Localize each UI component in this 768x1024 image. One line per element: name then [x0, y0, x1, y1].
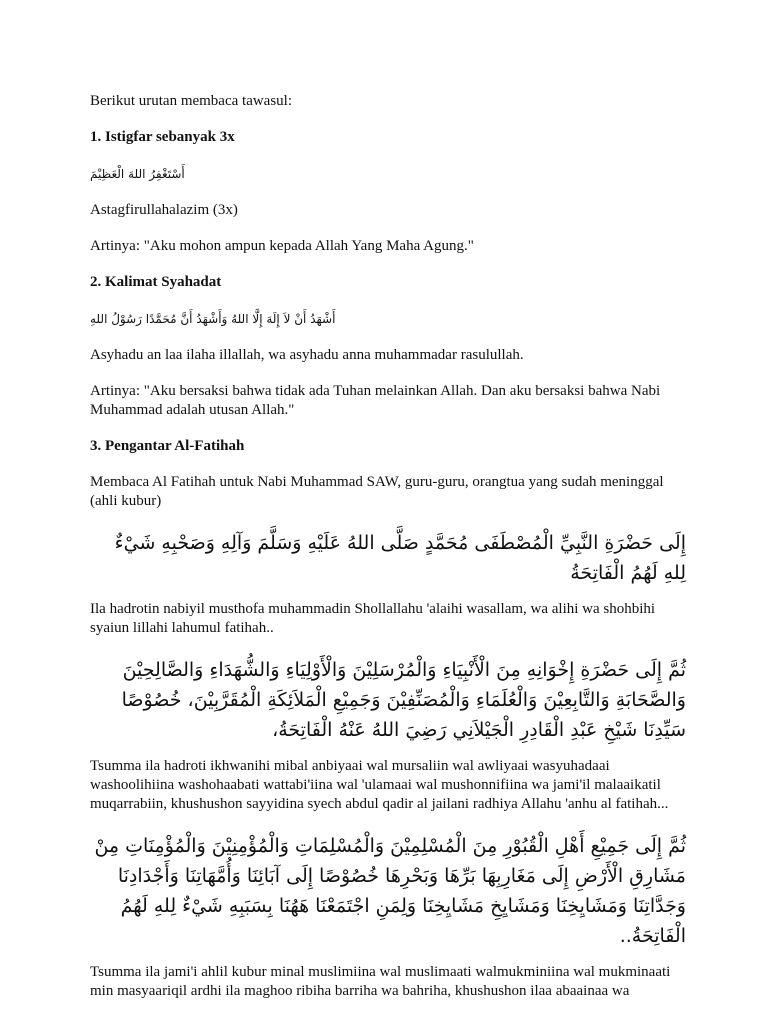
section-3-latin-2: Tsumma ila hadroti ikhwanihi mibal anbiyaai wal mursaliin wal awliyaai wasyuhadaai washoolihiina washohaabati wattabi'iina wal 'ulamaai wal mushonnifiina wa jami'il malaaikatil muqarrabiin, khushushon sayyidina syech abdul qadir al jailani radhiya Allahu 'anhu al fatihah...	[90, 758, 669, 812]
section-2-meaning: Artinya: "Aku bersaksi bahwa tidak ada Tuhan melainkan Allah. Dan aku bersaksi bahwa Nabi Muhammad adalah utusan Allah."	[90, 383, 661, 418]
section-3-description: Membaca Al Fatihah untuk Nabi Muhammad SAW, guru-guru, orangtua yang sudah meninggal (ahli kubur)	[90, 474, 664, 509]
section-3-latin-3: Tsumma ila jami'i ahlil kubur minal muslimiina wal muslimaati walmukminiina wal mukminaati min masyaariqil ardhi ila maghoo ribiha barriha wa bahriha, khushushon ilaa abaainaa wa	[90, 964, 671, 999]
section-3-arabic-3: ثُمَّ إِلَى جَمِيْعِ أَهْلِ الْقُبُوْرِ مِنَ الْمُسْلِمِيْنَ وَالْمُسْلِمَاتِ وَالْمُؤْمِنِيْنَ وَالْمُؤْمِنَاتِ مِنْ مَشَارِقِ الْأَرْضِ إِلَى مَغَارِبِهَا بَرِّهَا وَبَحْرِهَا خُصُوْصًا إِلَى آبَائِنَا وَأُمَّهَاتِنَا وَأَجْدَادِنَا وَجَدَّاتِنَا وَمَشَايِخِنَا وَمَشَايِخِ مَشَايِخِنَا وَلِمَنِ اجْتَمَعْنَا هَهُنَا بِسَبَبِهِ شَيْءٌ لِلهِ لَهُمُ الْفَاتِحَةُ..	[94, 835, 686, 947]
section-2-arabic: أَشْهَدُ أَنْ لاَ إِلَهَ إِلَّا اللهُ وَأَشْهَدُ أَنَّ مُحَمَّدًا رَسُوْلُ اللهِ	[90, 312, 336, 326]
section-1-arabic: أَسْتَغْفِرُ اللهَ الْعَظِيْمَ	[90, 167, 185, 181]
section-2-latin: Asyhadu an laa ilaha illallah, wa asyhadu anna muhammadar rasulullah.	[90, 347, 524, 363]
intro-text: Berikut urutan membaca tawasul:	[90, 93, 293, 109]
section-3-latin-1: Ila hadrotin nabiyil musthofa muhammadin Shollallahu 'alaihi wasallam, wa alihi wa shohbihi syaiun lillahi lahumul fatihah..	[90, 601, 656, 636]
section-3-arabic-2: ثُمَّ إِلَى حَضْرَةِ إِخْوَانِهِ مِنَ الْأَنْبِيَاءِ وَالْمُرْسَلِيْنَ وَالْأَوْلِيَاءِ وَالشُّهَدَاءِ وَالصَّالِحِيْنَ وَالصَّحَابَةِ وَالتَّابِعِيْنَ وَالْعُلَمَاءِ وَالْمُصَنِّفِيْنَ وَجَمِيْعِ الْمَلاَئِكَةِ الْمُقَرَّبِيْنَ، خُصُوْصًا سَيِّدِنَا شَيْخِ عَبْدِ الْقَادِرِ الْجَيْلاَنِي رَضِيَ اللهُ عَنْهُ الْفَاتِحَةُ،	[121, 659, 686, 741]
section-1-meaning: Artinya: "Aku mohon ampun kepada Allah Yang Maha Agung."	[90, 238, 474, 254]
section-2-heading: 2. Kalimat Syahadat	[90, 274, 222, 290]
section-3-heading: 3. Pengantar Al-Fatihah	[90, 438, 245, 454]
section-1-heading: 1. Istigfar sebanyak 3x	[90, 129, 235, 145]
section-1-latin: Astagfirullahalazim (3x)	[90, 202, 238, 218]
section-3-arabic-1: إِلَى حَضْرَةِ النَّبِيِّ الْمُصْطَفَى مُحَمَّدٍ صَلَّى اللهُ عَلَيْهِ وَسَلَّمَ وَآلِهِ وَصَحْبِهِ شَيْءٌ لِلهِ لَهُمُ الْفَاتِحَةُ	[114, 532, 686, 584]
